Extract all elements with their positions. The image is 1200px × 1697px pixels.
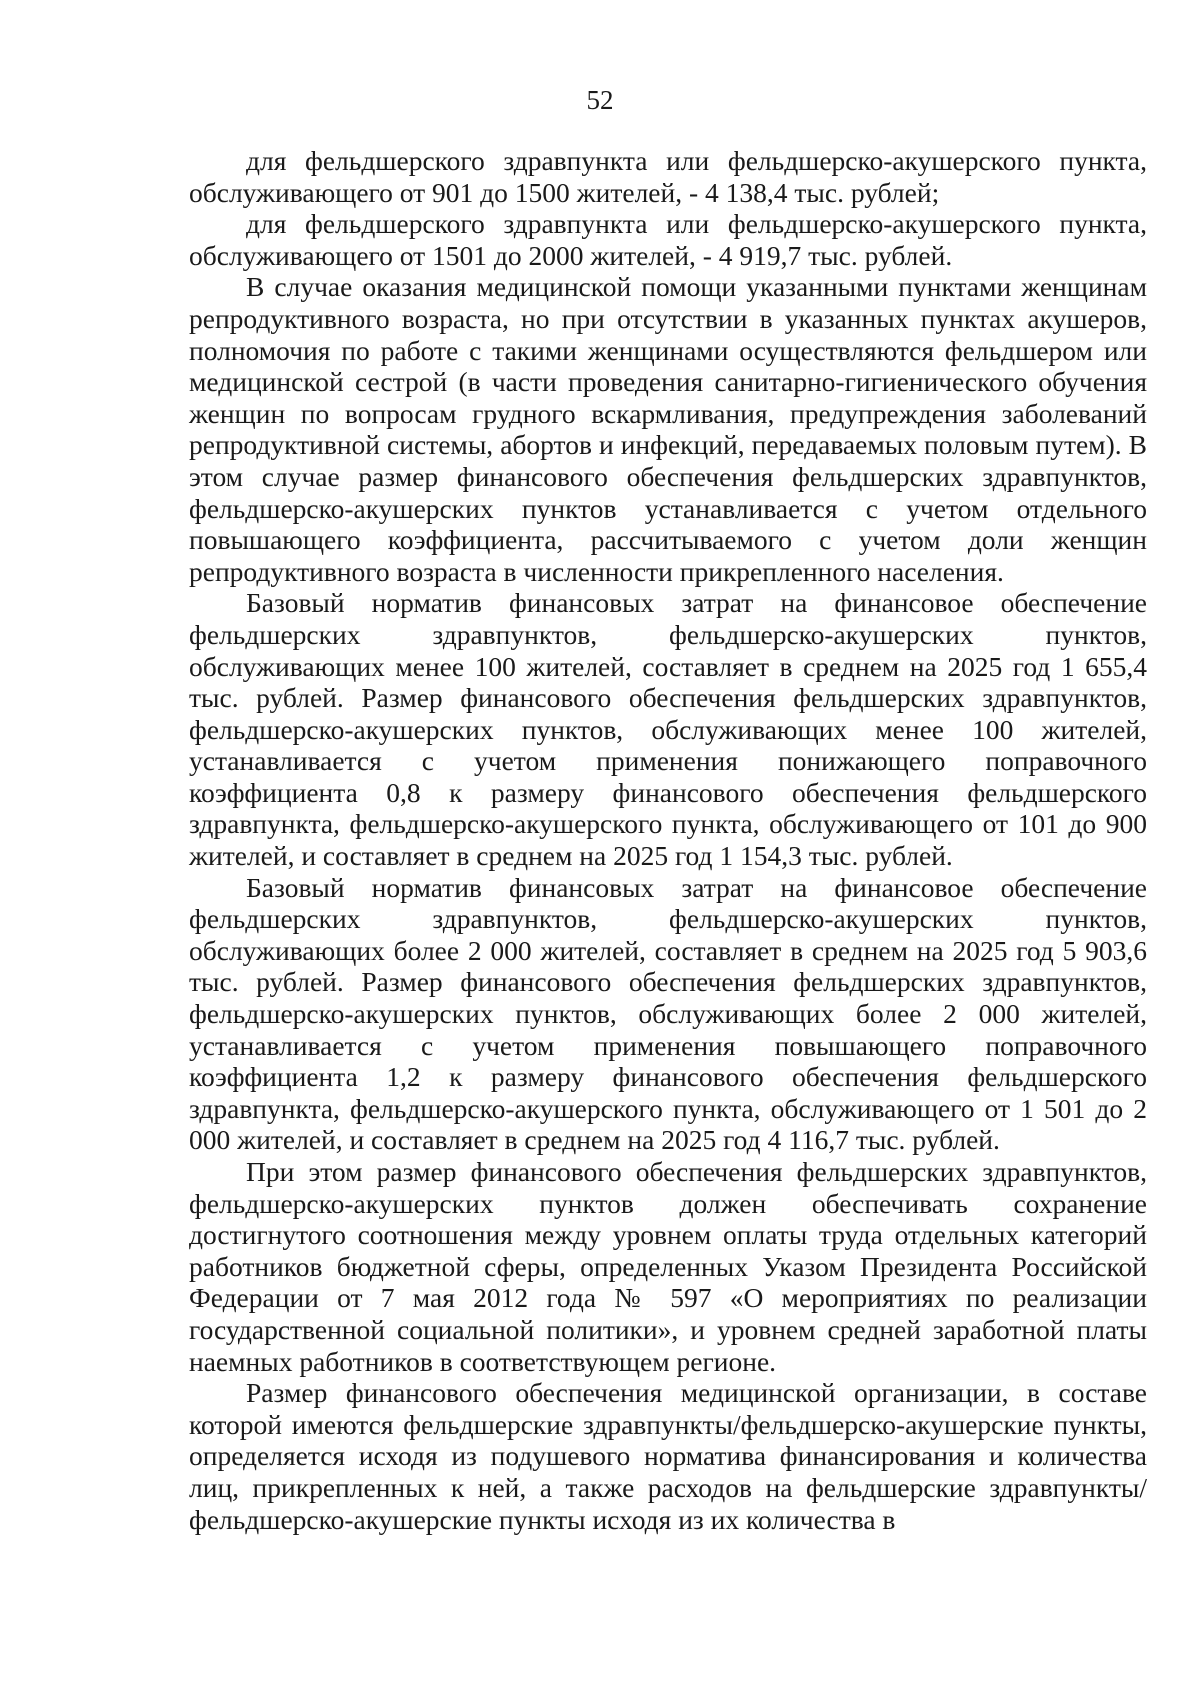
paragraph-fap-1501-2000: для фельдшерского здравпункта или фельдшерско-акушерского пункта, обслуживающего от 1501 до 2000 жителей, - 4 919,7 тыс. рублей. xyxy=(189,208,1147,271)
paragraph-wage-ratio: При этом размер финансового обеспечения фельдшерских здравпунктов, фельдшерско-акушерских пунктов должен обеспечивать сохранение достигнутого соотношения между уровнем оплаты труда отдельных категорий работников бюджетной сферы, определенных Указом Президента Российской Федерации от 7 мая 2012 года № 597 «О мероприятиях по реализации государственной социальной политики», и уровнем средней заработной платы наемных работников в соответствующем регионе. xyxy=(189,1156,1147,1377)
paragraph-under-100-residents: Базовый норматив финансовых затрат на финансовое обеспечение фельдшерских здравпунктов, фельдшерско-акушерских пунктов, обслуживающих менее 100 жителей, составляет в среднем на 2025 год 1 655,4 тыс. рублей. Размер финансового обеспечения фельдшерских здравпунктов, фельдшерско-акушерских пунктов, обслуживающих менее 100 жителей, устанавливается с учетом применения понижающего поправочного коэффициента 0,8 к размеру финансового обеспечения фельдшерского здравпункта, фельдшерско-акушерского пункта, обслуживающего от 101 до 900 жителей, и составляет в среднем на 2025 год 1 154,3 тыс. рублей. xyxy=(189,587,1147,872)
paragraph-fap-901-1500: для фельдшерского здравпункта или фельдшерско-акушерского пункта, обслуживающего от 901 до 1500 жителей, - 4 138,4 тыс. рублей; xyxy=(189,145,1147,208)
document-body xyxy=(189,145,1147,1535)
paragraph-over-2000-residents: Базовый норматив финансовых затрат на финансовое обеспечение фельдшерских здравпунктов, фельдшерско-акушерских пунктов, обслуживающих более 2 000 жителей, составляет в среднем на 2025 год 5 903,6 тыс. рублей. Размер финансового обеспечения фельдшерских здравпунктов, фельдшерско-акушерских пунктов, обслуживающих более 2 000 жителей, устанавливается с учетом применения повышающего поправочного коэффициента 1,2 к размеру финансового обеспечения фельдшерского здравпункта, фельдшерско-акушерского пункта, обслуживающего от 1 501 до 2 000 жителей, и составляет в среднем на 2025 год 4 116,7 тыс. рублей. xyxy=(189,871,1147,1156)
paragraph-organization-funding: Размер финансового обеспечения медицинской организации, в составе которой имеются фельдшерские здравпункты/фельдшерско-акушерские пункты, определяется исходя из подушевого норматива финансирования и количества лиц, прикрепленных к ней, а также расходов на фельдшерские здравпункты/фельдшерско-акушерские пункты исходя из их количества в xyxy=(189,1377,1147,1535)
paragraph-reproductive-age-women: В случае оказания медицинской помощи указанными пунктами женщинам репродуктивного возраста, но при отсутствии в указанных пунктах акушеров, полномочия по работе с такими женщинами осуществляются фельдшером или медицинской сестрой (в части проведения санитарно-гигиенического обучения женщин по вопросам грудного вскармливания, предупреждения заболеваний репродуктивной системы, абортов и инфекций, передаваемых половым путем). В этом случае размер финансового обеспечения фельдшерских здравпунктов, фельдшерско-акушерских пунктов устанавливается с учетом отдельного повышающего коэффициента, рассчитываемого с учетом доли женщин репродуктивного возраста в численности прикрепленного населения. xyxy=(189,271,1147,587)
page-number: 52 xyxy=(586,85,614,115)
